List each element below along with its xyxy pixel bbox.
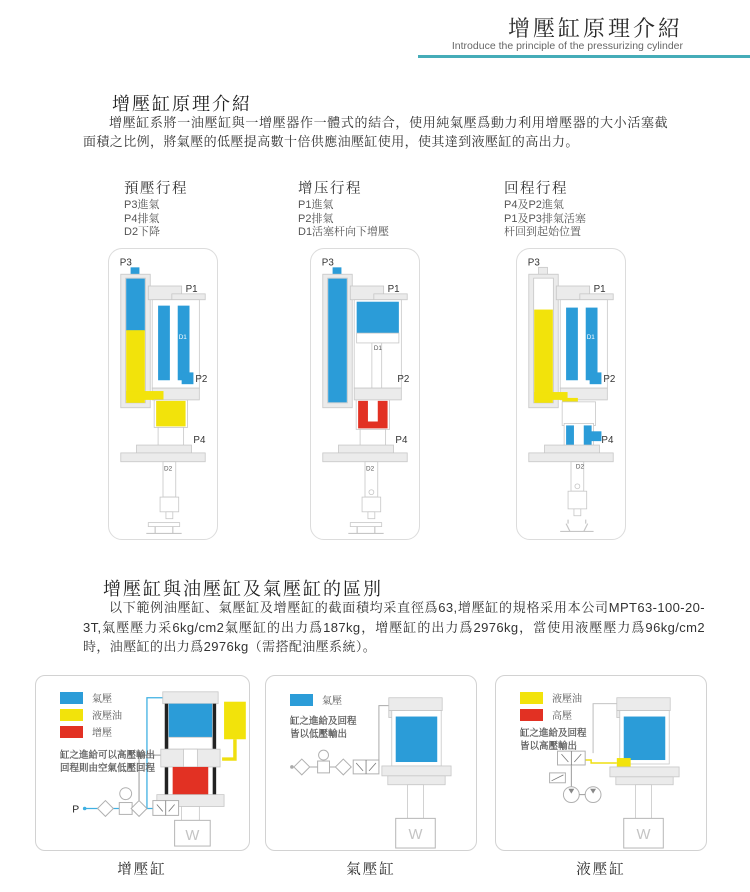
port-p4-label: P4	[395, 435, 408, 447]
p2-port-fill	[590, 372, 602, 384]
oil-pipe	[222, 739, 235, 759]
box-note-line: 回程則由空氣低壓回程	[60, 762, 156, 774]
box-note-line: 缸之進給及回程	[290, 716, 357, 727]
port-p1-label: P1	[185, 283, 198, 295]
caption-air-cylinder: 氣壓缸	[346, 862, 396, 878]
legend-label: 液壓油	[92, 711, 122, 722]
boost-chamber	[173, 767, 209, 795]
port-p4-label: P4	[601, 435, 614, 447]
comparison-box-booster	[35, 675, 250, 851]
rod-d2-label: D2	[365, 465, 375, 473]
stage3-note-line: 杆回到起始位置	[504, 226, 581, 238]
legend-item	[60, 707, 122, 722]
stage2-notes	[298, 199, 389, 240]
legend-item	[60, 724, 112, 739]
port-p4-label: P4	[193, 435, 206, 447]
p4-port-fill	[590, 431, 602, 441]
legend-item	[290, 692, 342, 707]
caption-hydraulic-cylinder: 液壓缸	[576, 862, 626, 878]
comparison-box-air	[265, 675, 477, 851]
center-oil-chamber	[156, 401, 185, 427]
stage1-notes	[124, 199, 160, 240]
legend-label: 氣壓	[92, 694, 112, 705]
legend-item	[520, 690, 582, 705]
base-stand	[146, 527, 181, 534]
stage1-note-line: P3進氣	[124, 199, 160, 211]
port-p2-label: P2	[603, 374, 616, 386]
return-cylinder-diagram	[517, 249, 625, 539]
page-subtitle: Introduce the principle of the pressurizing cylinder	[451, 40, 683, 52]
stage3-title: 回程行程	[504, 181, 568, 197]
legend-swatch-boost	[60, 726, 83, 738]
rod-d2-label: D2	[575, 463, 585, 471]
stage3-note-line: P4及P2進氣	[504, 199, 564, 211]
oil-tank	[224, 702, 246, 740]
p2-port-fill	[182, 372, 194, 384]
regulator-icon	[119, 803, 132, 815]
box-note	[520, 728, 587, 753]
caption-booster-cylinder: 增壓缸	[117, 862, 167, 878]
booster-air-chamber	[126, 279, 145, 331]
section2-body: 以下範例油壓缸、氣壓缸及增壓缸的截面積均采直徑爲63,增壓缸的規格采用本公司MPT63-100-20-3T,氣壓壓力采6kg/cm2氣壓缸的出力爲187kg，增壓缸的出力爲2976kg，當使用液壓壓力爲96kg/cm2時，油壓缸的出力爲2976kg（需搭配油壓系統）。	[83, 600, 705, 654]
rod-d2-label: D2	[163, 465, 173, 473]
legend-swatch-air	[290, 694, 313, 706]
legend-swatch-oil	[60, 709, 83, 721]
return-pipe	[593, 704, 619, 753]
diagram-box-pre-pressure	[108, 248, 218, 540]
header-rule	[418, 55, 750, 58]
regulator-icon	[318, 761, 330, 773]
filter-icon	[294, 759, 310, 775]
base-stand	[348, 527, 383, 534]
legend-item	[520, 707, 572, 722]
lubricator-icon	[131, 801, 147, 817]
diagram-box-return	[516, 248, 626, 540]
air-chamber	[169, 704, 213, 738]
port-p2-label: P2	[397, 374, 410, 386]
oil-pipe	[585, 760, 617, 763]
stage3-note-line: P1及P3排氣活塞	[504, 212, 586, 225]
comparison-box-hydraulic	[495, 675, 707, 851]
port-p1-label: P1	[593, 283, 606, 295]
box-note-line: 皆以高壓輸出	[520, 740, 578, 752]
load-label: W	[636, 827, 651, 844]
port-p3-label: P3	[119, 257, 132, 269]
piston-d1-label: D1	[178, 334, 187, 342]
booster-oil-chamber	[534, 310, 553, 403]
box-note-line: 缸之進給可以高壓輸出	[60, 750, 156, 761]
filter-icon	[98, 801, 114, 817]
inner-air-column	[178, 306, 190, 381]
stage1-note-line: P4排氣	[124, 212, 160, 225]
stage1-title: 預壓行程	[124, 181, 188, 197]
port-p2-label: P2	[195, 374, 208, 386]
page-title: 增壓缸原理介紹	[507, 16, 683, 41]
box-note	[290, 716, 357, 741]
load-label: W	[408, 827, 423, 844]
oil-pocket	[617, 758, 631, 767]
lubricator-icon	[335, 759, 351, 775]
gauge-icon	[120, 788, 132, 800]
section2-title: 增壓缸與油壓缸及氣壓缸的區別	[103, 579, 383, 599]
stage2-note-line: P1進氣	[298, 199, 334, 211]
legend-label: 氣壓	[322, 696, 342, 707]
piston-d1-label: D1	[373, 344, 382, 352]
port-p3-label: P3	[321, 257, 334, 269]
base-stand	[560, 520, 593, 532]
diagram-box-pressure	[310, 248, 420, 540]
air-pipe	[373, 706, 391, 767]
stage2-note-line: D1活塞杆向下增壓	[298, 226, 390, 238]
booster-air-chamber	[328, 279, 347, 403]
legend-swatch-oil	[520, 692, 543, 704]
box-note-line: 皆以低壓輸出	[290, 728, 348, 740]
legend-swatch-high-pressure	[520, 709, 543, 721]
stage2-title: 增压行程	[298, 181, 362, 197]
pressure-source-label: P	[72, 804, 80, 816]
legend-label: 高壓	[552, 711, 572, 722]
box-note	[60, 750, 155, 775]
inner-air-column	[566, 308, 578, 381]
inner-air-column	[586, 308, 598, 381]
port-p3-label: P3	[527, 257, 540, 269]
legend-label: 液壓油	[552, 694, 582, 705]
port-p1-label: P1	[387, 283, 400, 295]
oil-channel	[126, 391, 163, 400]
stage3-notes	[504, 199, 586, 240]
pressure-cylinder-diagram	[311, 249, 419, 539]
box-note-line: 缸之進給及回程	[520, 728, 587, 739]
load-label: W	[185, 828, 200, 845]
pre-pressure-cylinder-diagram	[109, 249, 217, 539]
legend-label: 增壓	[92, 728, 112, 739]
piston-d1-label: D1	[586, 334, 595, 342]
air-chamber	[396, 717, 438, 762]
stage1-note-line: D2下降	[124, 226, 161, 238]
piston-chamber	[624, 717, 666, 760]
stage2-note-line: P2排氣	[298, 212, 334, 225]
top-air-chamber	[357, 302, 399, 333]
gauge-icon	[319, 750, 329, 760]
inner-air-column	[158, 306, 170, 381]
section1-title: 增壓缸原理介紹	[112, 94, 252, 114]
section1-body: 增壓缸系將一油壓缸與一增壓器作一體式的結合，使用純氣壓爲動力利用增壓器的大小活塞截面積之比例，將氣壓的低壓提高數十倍供應油壓缸使用，使其達到液壓缸的高出力。	[83, 115, 668, 149]
legend-item	[60, 690, 112, 705]
legend-swatch-air	[60, 692, 83, 704]
